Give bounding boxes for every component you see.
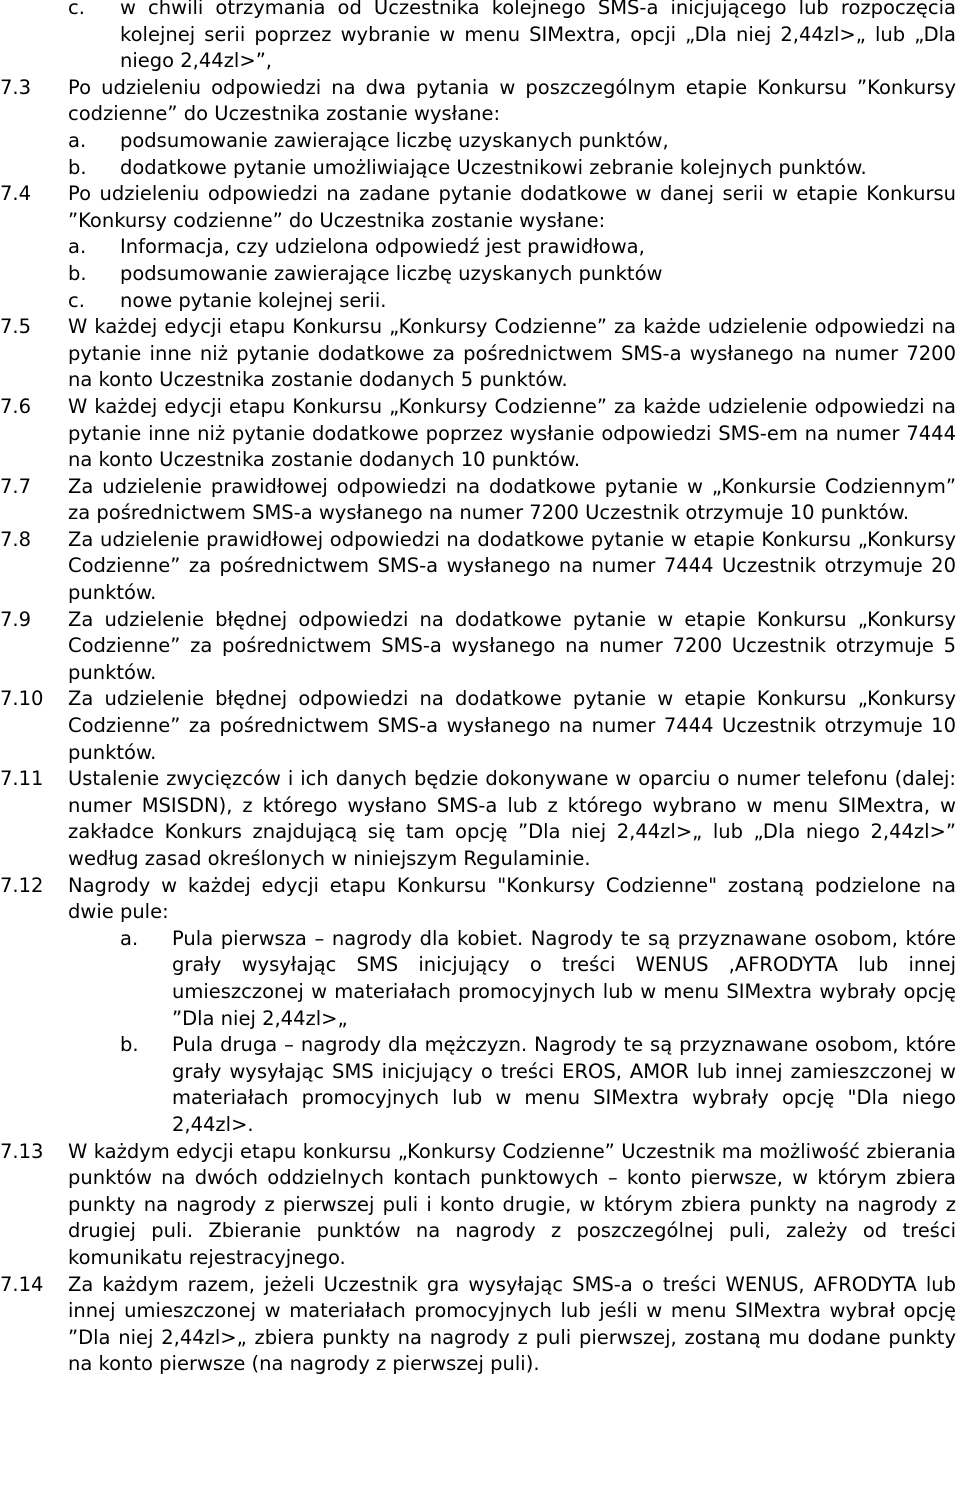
section-7-7: [0, 474, 960, 527]
intro-subitem: [0, 0, 960, 75]
subitem-letter: a.: [120, 926, 139, 950]
section-number: 7.7: [0, 474, 32, 498]
section-7-3: [0, 75, 960, 128]
subitem-text: Pula pierwsza – nagrody dla kobiet. Nagrody te są przyznawane osobom, które grały wysyłając SMS inicjujący o treści WENUS ,AFRODYTA lub innej umieszczonej w materiałach promocyjnych lub w menu SIMextra wybrały opcję ”Dla niej 2,44zl>„: [172, 926, 956, 1030]
section-text: W każdej edycji etapu Konkursu „Konkursy Codzienne” za każde udzielenie odpowiedzi na pytanie inne niż pytanie dodatkowe za pośrednictwem SMS-a wysłanego na numer 7200 na konto Uczestnika zostanie dodanych 5 punktów.: [68, 315, 956, 392]
subitem-letter: c.: [68, 0, 85, 19]
section-number: 7.12: [0, 873, 44, 897]
section-number: 7.9: [0, 607, 32, 631]
section-7-10: [0, 686, 960, 766]
section-7-11: [0, 766, 960, 872]
subitem-letter: b.: [68, 261, 87, 285]
subitem: [0, 155, 960, 182]
subitem-letter: b.: [68, 155, 87, 179]
subitem-letter: a.: [68, 235, 87, 259]
section-text: Za każdym razem, jeżeli Uczestnik gra wysyłając SMS-a o treści WENUS, AFRODYTA lub innej umieszczonej w materiałach promocyjnych lub jeśli w menu SIMextra wybrał opcję ”Dla niej 2,44zl>„ zbiera punkty na nagrody z puli pierwszej, zostaną mu dodane punkty na konto pierwsze (na nagrody z pierwszej puli).: [68, 1272, 956, 1376]
subitem-text: podsumowanie zawierające liczbę uzyskanych punktów,: [120, 128, 669, 152]
subitem-letter: b.: [120, 1033, 139, 1057]
section-number: 7.13: [0, 1139, 44, 1163]
subitem: [0, 261, 960, 288]
subitem: [0, 288, 960, 315]
subitem-letter: c.: [68, 288, 85, 312]
section-text: Za udzielenie błędnej odpowiedzi na dodatkowe pytanie w etapie Konkursu „Konkursy Codzienne” za pośrednictwem SMS-a wysłanego na numer 7444 Uczestnik otrzymuje 10 punktów.: [68, 687, 956, 764]
subitem-text: Pula druga – nagrody dla mężczyzn. Nagrody te są przyznawane osobom, które grały wysyłając SMS inicjujący o treści EROS, AMOR lub innej zamieszczonej w materiałach promocyjnych lub w menu SIMextra wybrały opcję "Dla niego 2,44zl>.: [172, 1033, 956, 1136]
section-number: 7.6: [0, 394, 32, 418]
section-text: W każdym edycji etapu konkursu „Konkursy Codzienne” Uczestnik ma możliwość zbierania punktów na dwóch oddzielnych kontach punktowych – konto pierwsze, w którym zbiera punkty na nagrody z pierwszej puli i konto drugie, w którym zbiera punkty na nagrody z drugiej puli. Zbieranie punktów na nagrody z poszczególnej puli, zależy od treści komunikatu rejestracyjnego.: [68, 1139, 956, 1269]
section-7-6: [0, 394, 960, 474]
section-7-12: [0, 873, 960, 926]
subitem: [0, 926, 960, 1032]
subitem-text: dodatkowe pytanie umożliwiające Uczestnikowi zebranie kolejnych punktów.: [120, 155, 867, 179]
section-text: Ustalenie zwycięzców i ich danych będzie dokonywane w oparciu o numer telefonu (dalej: numer MSISDN), z którego wysłano SMS-a lub z którego wybrano w menu SIMextra, w zakładce Konkurs znajdującą się tam opcję ”Dla niej 2,44zl>„ lub „Dla niego 2,44zl>” według zasad określonych w niniejszym Regulaminie.: [68, 767, 956, 870]
subitem-text: nowe pytanie kolejnej serii.: [120, 288, 387, 312]
section-text: Za udzielenie prawidłowej odpowiedzi na dodatkowe pytanie w etapie Konkursu „Konkursy Codzienne” za pośrednictwem SMS-a wysłanego na numer 7444 Uczestnik otrzymuje 20 punktów.: [68, 527, 956, 605]
subitem-letter: a.: [68, 128, 87, 152]
section-text: Nagrody w każdej edycji etapu Konkursu "Konkursy Codzienne" zostaną podzielone na dwie pule:: [68, 873, 956, 924]
section-text: Za udzielenie błędnej odpowiedzi na dodatkowe pytanie w etapie Konkursu „Konkursy Codzienne” za pośrednictwem SMS-a wysłanego na numer 7200 Uczestnik otrzymuje 5 punktów.: [68, 607, 956, 684]
section-text: W każdej edycji etapu Konkursu „Konkursy Codzienne” za każde udzielenie odpowiedzi na pytanie inne niż pytanie dodatkowe poprzez wysłanie odpowiedzi SMS-em na numer 7444 na konto Uczestnika zostanie dodanych 10 punktów.: [68, 394, 956, 472]
section-7-8: [0, 527, 960, 607]
section-7-9: [0, 607, 960, 687]
subitem-text: w chwili otrzymania od Uczestnika kolejnego SMS-a inicjującego lub rozpoczęcia kolejnej serii poprzez wybranie w menu SIMextra, opcji „Dla niej 2,44zl>„ lub „Dla niego 2,44zl>”,: [120, 0, 956, 73]
section-7-14: [0, 1272, 960, 1378]
section-number: 7.14: [0, 1272, 44, 1296]
subitem: [0, 1032, 960, 1138]
section-7-13: [0, 1139, 960, 1272]
section-number: 7.4: [0, 182, 32, 206]
section-number: 7.11: [0, 767, 44, 791]
section-7-5: [0, 314, 960, 394]
section-7-4: [0, 181, 960, 234]
section-number: 7.5: [0, 315, 32, 339]
subitem-text: podsumowanie zawierające liczbę uzyskanych punktów: [120, 261, 663, 285]
section-text: Po udzieleniu odpowiedzi na dwa pytania w poszczególnym etapie Konkursu ”Konkursy codzienne” do Uczestnika zostanie wysłane:: [68, 75, 956, 126]
section-text: Za udzielenie prawidłowej odpowiedzi na dodatkowe pytanie w „Konkursie Codziennym” za pośrednictwem SMS-a wysłanego na numer 7200 Uczestnik otrzymuje 10 punktów.: [68, 474, 956, 525]
subitem-text: Informacja, czy udzielona odpowiedź jest prawidłowa,: [120, 235, 645, 259]
section-number: 7.3: [0, 75, 32, 99]
section-text: Po udzieleniu odpowiedzi na zadane pytanie dodatkowe w danej serii w etapie Konkursu ”Konkursy codzienne” do Uczestnika zostanie wysłane:: [68, 182, 956, 232]
subitem: [0, 234, 960, 261]
subitem: [0, 128, 960, 155]
section-number: 7.8: [0, 527, 32, 551]
section-number: 7.10: [0, 687, 44, 711]
